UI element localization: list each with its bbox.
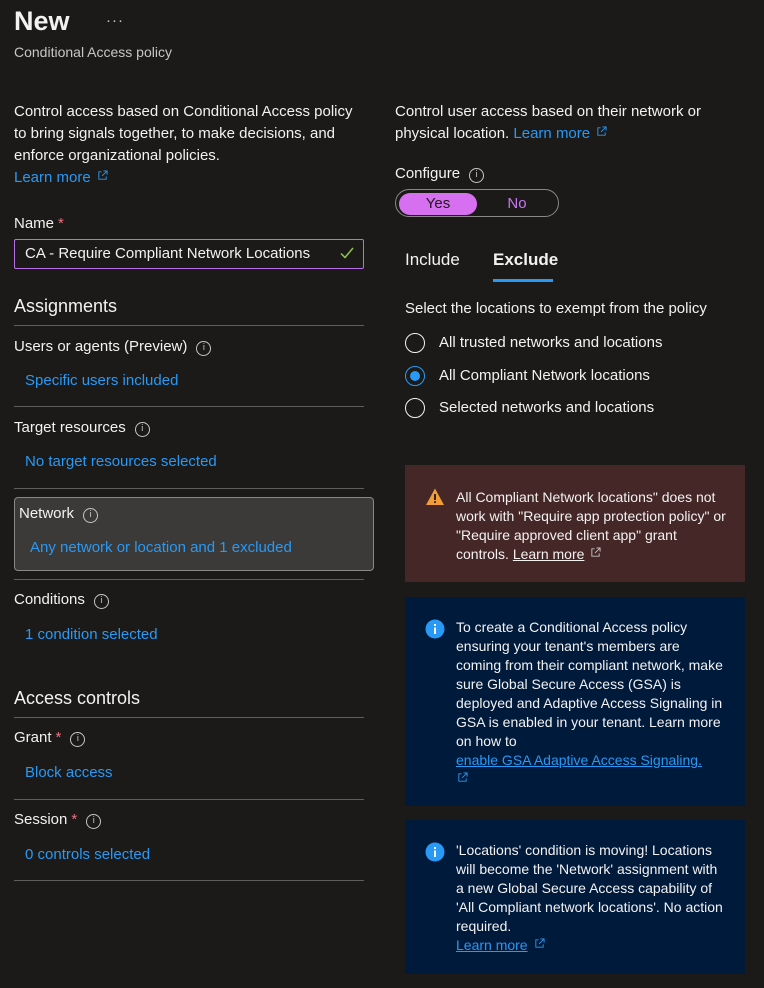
configure-label: Configure i — [395, 165, 484, 183]
info-circle-icon — [425, 619, 445, 639]
target-resources-title: Target resources i — [14, 419, 150, 437]
info-icon[interactable]: i — [469, 168, 484, 183]
access-controls-heading: Access controls — [14, 688, 141, 708]
page-subtitle: Conditional Access policy — [14, 44, 172, 60]
tab-exclude[interactable]: Exclude — [493, 250, 559, 269]
external-link-icon — [534, 938, 545, 949]
radio-button-checked[interactable] — [405, 366, 425, 386]
tab-include[interactable]: Include — [405, 250, 460, 269]
locations-learn-more-link[interactable]: Learn more — [456, 937, 528, 953]
page-title: New — [14, 6, 70, 36]
required-marker: * — [71, 811, 78, 828]
name-input[interactable]: CA - Require Compliant Network Locations — [14, 239, 364, 269]
radio-button[interactable] — [405, 398, 425, 418]
toggle-no-option[interactable]: No — [507, 195, 527, 212]
divider — [14, 717, 364, 718]
network-title: Network i — [19, 505, 98, 523]
toggle-yes-option[interactable]: Yes — [399, 193, 477, 215]
learn-more-link[interactable]: Learn more — [513, 125, 607, 142]
network-description — [395, 101, 745, 145]
divider — [14, 579, 364, 580]
session-title: Session * i — [14, 811, 101, 829]
warning-text: All Compliant Network locations" does not work with "Require app protection policy" or "Require approved client app" grant controls. Learn more — [456, 489, 726, 562]
target-resources-link[interactable]: No target resources selected — [25, 453, 217, 470]
divider — [14, 880, 364, 881]
info-icon[interactable]: i — [70, 732, 85, 747]
active-tab-indicator — [493, 279, 553, 282]
external-link-icon — [457, 772, 468, 783]
policy-description-text: Control access based on Conditional Access policy to bring signals together, to make decisions, and enforce organizational policies. — [14, 103, 353, 164]
check-icon — [340, 247, 354, 259]
learn-more-link[interactable]: Learn more — [14, 169, 108, 186]
conditions-link[interactable]: 1 condition selected — [25, 626, 158, 643]
warning-icon — [425, 487, 445, 507]
enable-gsa-link[interactable]: enable GSA Adaptive Access Signaling. — [456, 752, 702, 768]
divider — [14, 799, 364, 800]
info-icon[interactable]: i — [86, 814, 101, 829]
users-selection-link[interactable]: Specific users included — [25, 372, 179, 389]
network-selection-link[interactable]: Any network or location and 1 excluded — [30, 539, 292, 556]
divider — [14, 406, 364, 407]
divider — [14, 325, 364, 326]
info-icon[interactable]: i — [196, 341, 211, 356]
required-marker: * — [55, 729, 62, 746]
session-link[interactable]: 0 controls selected — [25, 846, 151, 863]
radio-button[interactable] — [405, 333, 425, 353]
grant-link[interactable]: Block access — [25, 764, 113, 781]
info-circle-icon — [425, 842, 445, 862]
external-link-icon — [97, 170, 108, 181]
external-link-icon — [596, 126, 607, 137]
network-description-text: Control user access based on their network or physical location. — [395, 103, 701, 142]
info-locations-text: 'Locations' condition is moving! Locations will become the 'Network' assignment with a new Global Secure Access capability of 'All Compliant network locations'. No action required. Learn more — [456, 842, 723, 953]
info-banner-gsa — [405, 597, 745, 806]
info-gsa-text: To create a Conditional Access policy ensuring your tenant's members are coming from their compliant network, make sure Global Secure Access (GSA) is deployed and Adaptive Access Signaling in GSA is enabled in your tenant. Learn more on how to enable GSA Adaptive Access Signaling. — [456, 618, 726, 789]
assignments-heading: Assignments — [14, 296, 118, 316]
policy-description — [14, 101, 354, 189]
info-icon[interactable]: i — [135, 422, 150, 437]
info-icon[interactable]: i — [94, 594, 109, 609]
name-label: Name * — [14, 215, 64, 232]
conditions-title: Conditions i — [14, 591, 109, 609]
info-banner-locations — [405, 820, 745, 974]
grant-title: Grant * i — [14, 729, 85, 747]
required-marker: * — [58, 215, 64, 232]
divider — [14, 488, 364, 489]
users-row-title: Users or agents (Preview) i — [14, 338, 211, 356]
warning-banner — [405, 465, 745, 582]
info-icon[interactable]: i — [83, 508, 98, 523]
external-link-icon — [590, 547, 601, 558]
locations-prompt: Select the locations to exempt from the policy — [405, 300, 707, 317]
more-options-button[interactable]: ··· — [106, 12, 124, 29]
warning-learn-more-link[interactable]: Learn more — [512, 546, 585, 562]
